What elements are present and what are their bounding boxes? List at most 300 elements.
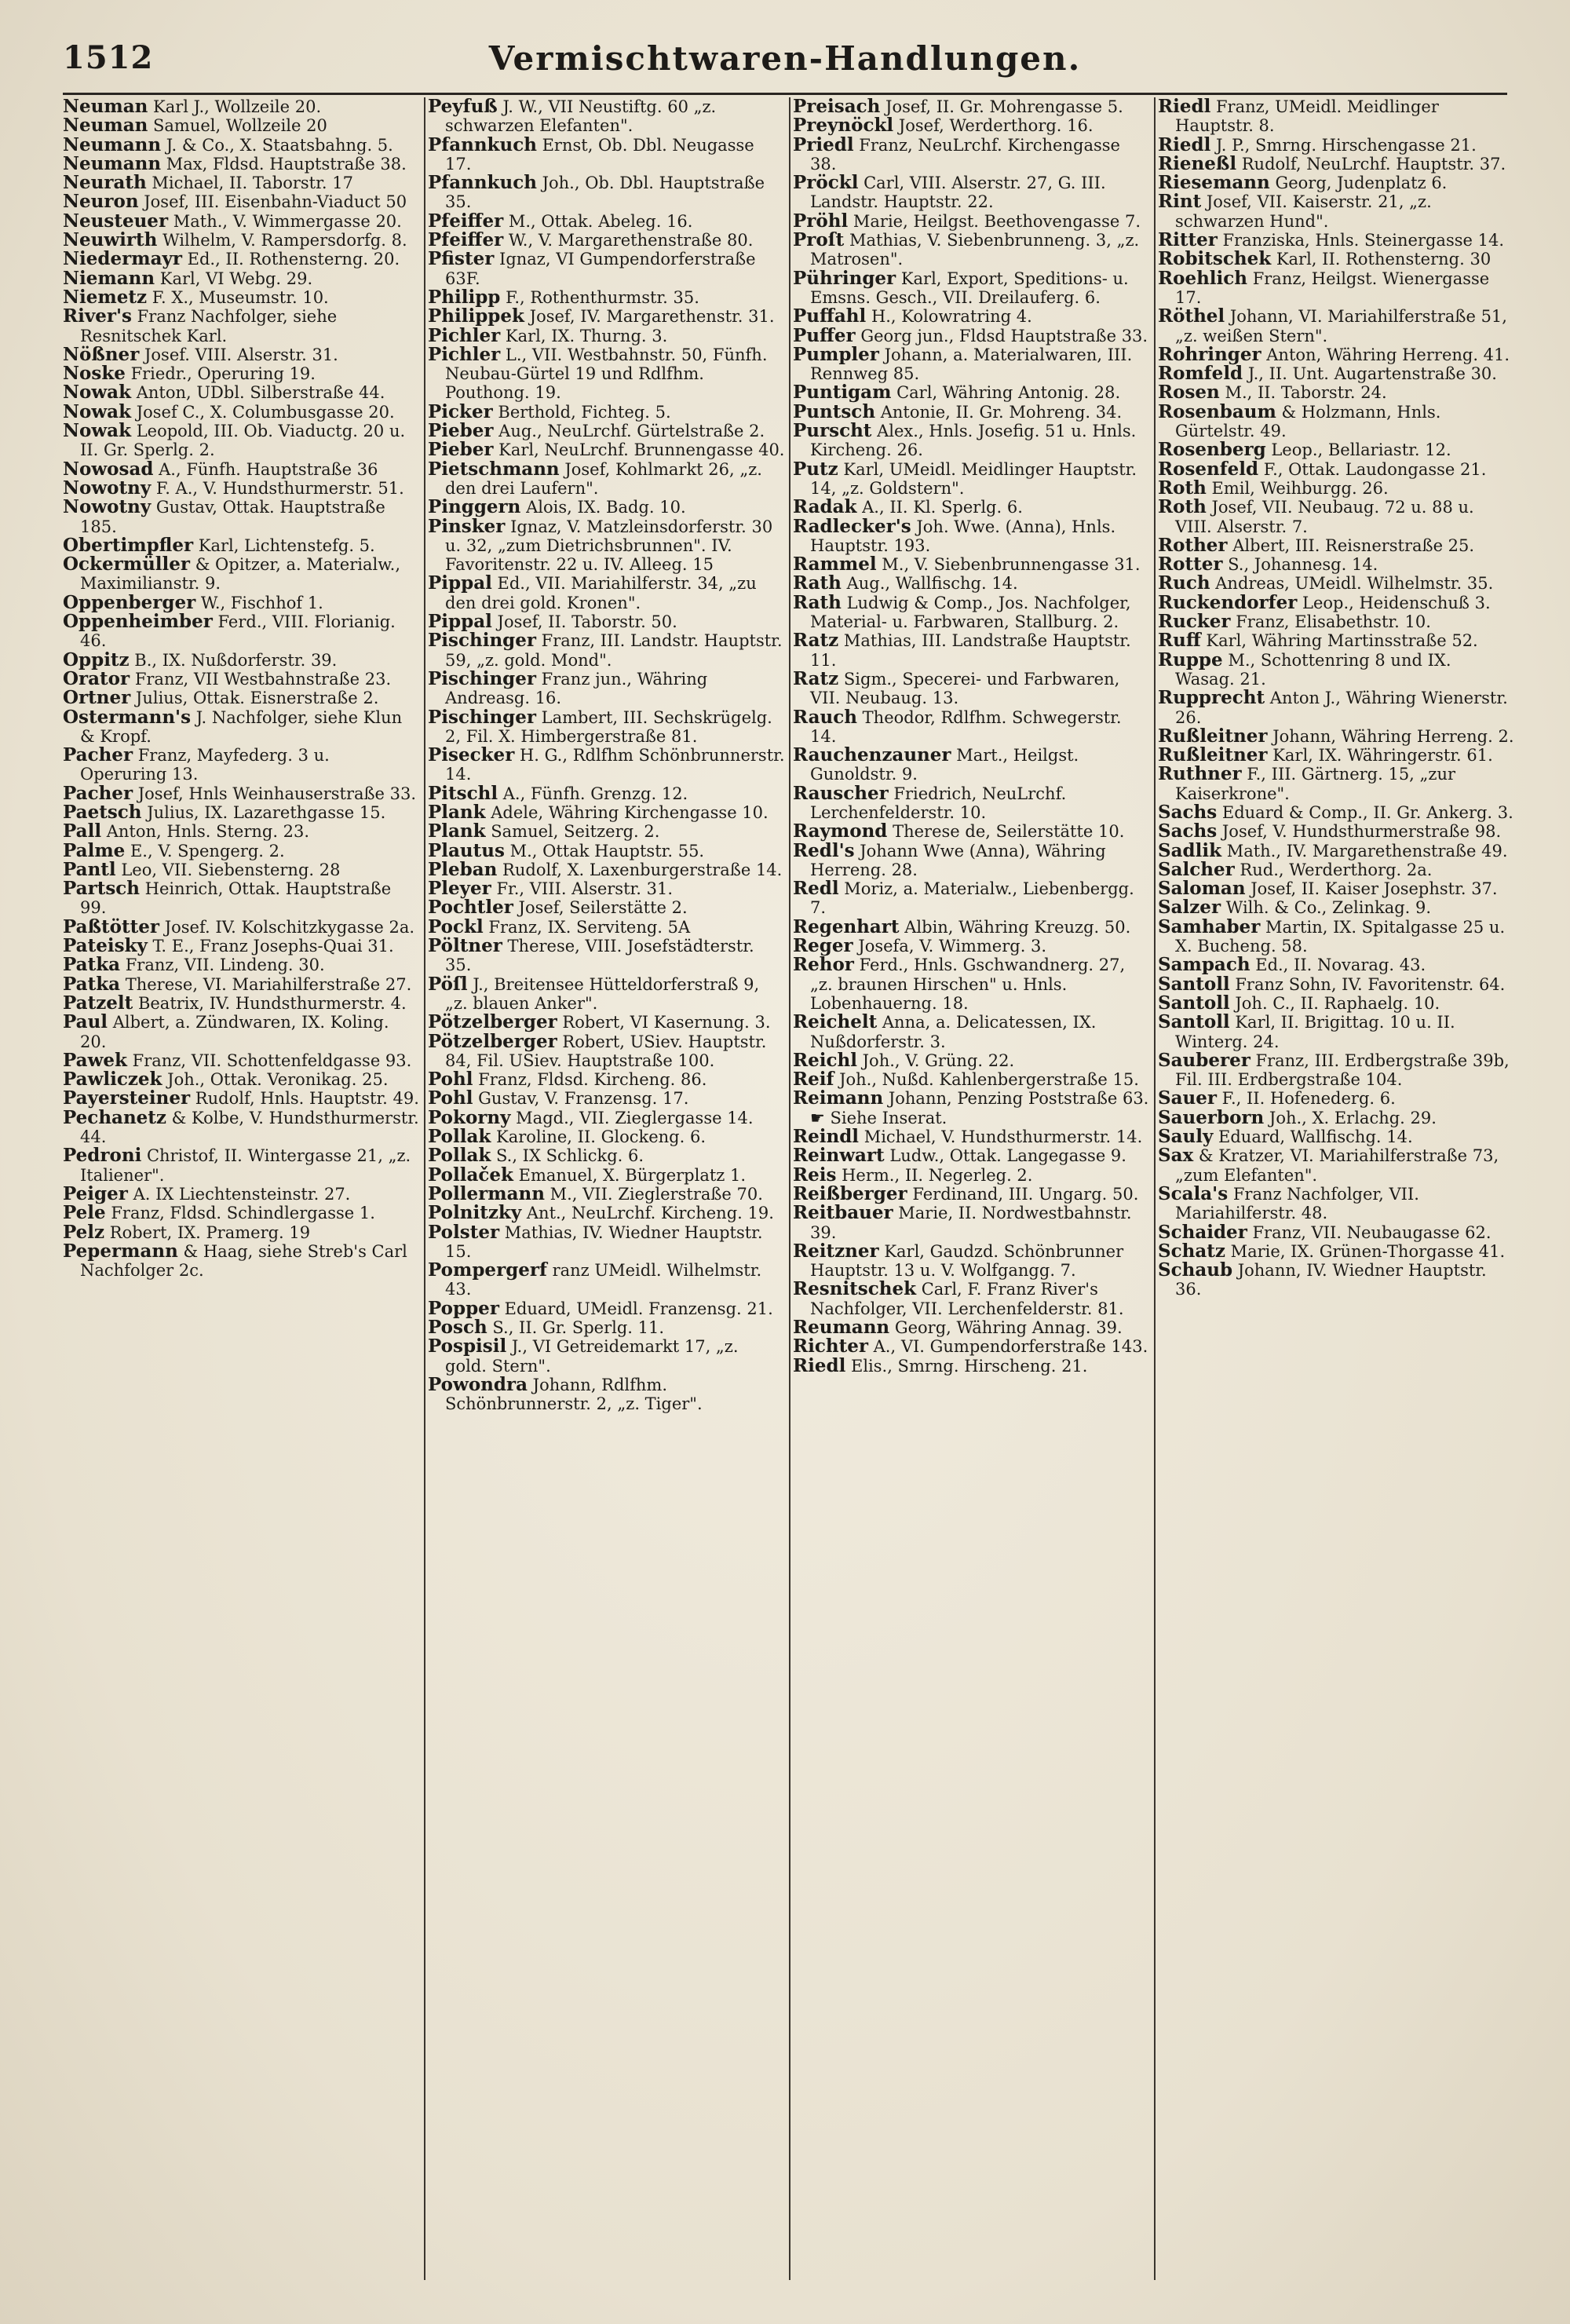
directory-entry — [793, 784, 1150, 823]
directory-entry — [428, 1166, 785, 1185]
entry-name: Röthel — [1158, 305, 1225, 327]
directory-entry — [793, 1204, 1150, 1242]
entry-address: Georg, Währing Annag. 39. — [889, 1318, 1123, 1337]
entry-address: Friedrich, NeuLrchf. Lerchenfelderstr. 10. — [810, 784, 1067, 822]
entry-address: Karl, UMeidl. Meidlinger Hauptstr. 14, „z. Goldstern". — [810, 459, 1137, 498]
entry-name: Priedl — [793, 133, 854, 155]
entry-address: Aug., NeuLrchf. Gürtelstraße 2. — [493, 422, 765, 441]
entry-address: A., VI. Gumpendorferstraße 143. — [867, 1337, 1148, 1357]
entry-name: Reimann — [793, 1087, 884, 1109]
entry-address: Franz, VII. Schottenfeldgasse 93. — [126, 1051, 412, 1070]
entry-address: Albert, a. Zündwaren, IX. Koling. 20. — [80, 1013, 389, 1051]
directory-entry — [793, 212, 1150, 231]
directory-entry — [793, 383, 1150, 402]
entry-name: Pinsker — [428, 515, 506, 537]
entry-address: Samuel, Wollzeile 20 — [148, 116, 327, 136]
directory-entry — [1158, 479, 1515, 498]
entry-address: Leop., Heidenschuß 3. — [1297, 593, 1491, 612]
entry-address: A., Fünfh. Grenzg. 12. — [498, 784, 688, 803]
entry-name: Pollaček — [428, 1164, 513, 1186]
entry-address: Leop., Bellariastr. 12. — [1265, 440, 1451, 460]
entry-address: Carl, F. Franz River's Nachfolger, VII. Lerchenfelderstr. 81. — [810, 1280, 1124, 1318]
directory-entry — [1158, 1242, 1515, 1261]
directory-entry — [1158, 803, 1515, 822]
entry-name: Pichler — [428, 324, 501, 346]
entry-name: Reinwart — [793, 1145, 885, 1167]
entry-address: Ed., VII. Mariahilferstr. 34, „zu den drei gold. Kronen". — [445, 574, 757, 612]
directory-entry — [63, 345, 420, 364]
entry-name: Sauerborn — [1158, 1106, 1265, 1128]
directory-entry — [793, 822, 1150, 841]
entry-name: Pietschmann — [428, 458, 560, 480]
entry-address: Julius, IX. Lazarethgasse 15. — [141, 802, 386, 822]
entry-name: Sachs — [1158, 820, 1218, 842]
directory-entry — [428, 1032, 785, 1071]
entry-address: Alois, IX. Badg. 10. — [520, 498, 686, 517]
entry-name: Pleban — [428, 858, 498, 880]
entry-address: & Kolbe, V. Hundsthurmerstr. 44. — [80, 1108, 419, 1147]
entry-name: Samhaber — [1158, 915, 1261, 937]
directory-entry — [1158, 250, 1515, 269]
entry-address: ranz UMeidl. Wilhelmstr. 43. — [445, 1261, 762, 1299]
entry-address: Karl, VI Webg. 29. — [155, 269, 313, 288]
directory-entry — [428, 803, 785, 822]
entry-name: Redl — [793, 878, 839, 900]
column-3 — [793, 97, 1150, 2280]
entry-address: Gustav, Ottak. Hauptstraße 185. — [80, 498, 385, 536]
directory-entry — [428, 612, 785, 631]
entry-name: Pollermann — [428, 1182, 545, 1204]
directory-entry — [793, 1146, 1150, 1165]
entry-address: Josef, II. Gr. Mohrengasse 5. — [880, 97, 1123, 116]
entry-name: Regenhart — [793, 915, 900, 937]
directory-entry — [63, 174, 420, 192]
directory-entry — [1158, 689, 1515, 727]
directory-entry — [1158, 555, 1515, 574]
entry-address: Franz jun., Währing Andreasg. 16. — [445, 669, 708, 708]
directory-entry — [63, 250, 420, 269]
entry-name: Rint — [1158, 191, 1202, 213]
directory-entry — [428, 133, 785, 174]
entry-name: Nowotny — [63, 496, 152, 518]
entry-address: Franz, Elisabethstr. 10. — [1230, 612, 1431, 632]
entry-name: Reindl — [793, 1126, 860, 1148]
entry-address: Joh., X. Erlachg. 29. — [1264, 1108, 1437, 1127]
entry-address: Carl, Währing Antonig. 28. — [891, 383, 1121, 403]
entry-name: Rußleitner — [1158, 725, 1268, 747]
directory-entry — [1158, 231, 1515, 250]
directory-entry — [63, 915, 420, 937]
entry-address: H., Kolowratring 4. — [866, 307, 1032, 327]
entry-name: Nowosad — [63, 458, 154, 480]
entry-address: Josef, Werderthorg. 16. — [893, 116, 1094, 136]
entry-name: Polster — [428, 1221, 500, 1243]
directory-entry — [1158, 1146, 1515, 1185]
directory-entry — [793, 667, 1150, 708]
entry-name: Rath — [793, 572, 842, 594]
entry-address: Robert, USiev. Hauptstr. 84, Fil. USiev. Hauptstraße 100. — [445, 1032, 767, 1070]
entry-address: Adele, Währing Kirchengasse 10. — [485, 802, 769, 822]
entry-address: Josef. VIII. Alserstr. 31. — [139, 345, 338, 364]
directory-entry — [793, 1354, 1150, 1376]
directory-entry — [63, 651, 420, 670]
page-number: 1512 — [63, 39, 154, 76]
directory-entry — [63, 116, 420, 135]
entry-address: Franz, Mayfederg. 3 u. Operuring 13. — [80, 746, 330, 784]
directory-entry — [428, 898, 785, 917]
directory-entry — [1158, 879, 1515, 898]
entry-name: Pischinger — [428, 706, 536, 728]
entry-name: Oppenberger — [63, 591, 196, 613]
directory-entry — [63, 498, 420, 536]
directory-entry — [63, 689, 420, 707]
entry-name: Pawliczek — [63, 1069, 162, 1091]
directory-entry — [63, 746, 420, 784]
entry-name: Preynöckl — [793, 115, 894, 137]
directory-entry — [63, 536, 420, 555]
entry-name: Santoll — [1158, 973, 1230, 995]
entry-address: Georg jun., Fldsd Hauptstraße 33. — [855, 326, 1148, 345]
entry-name: Radlecker's — [793, 515, 911, 537]
entry-name: Pfeiffer — [428, 210, 504, 232]
entry-address: J., VI Getreidemarkt 17, „z. gold. Stern". — [445, 1337, 739, 1376]
directory-entry — [1158, 440, 1515, 459]
directory-entry — [1158, 591, 1515, 613]
entry-address: Eduard, Wallfischg. 14. — [1213, 1127, 1413, 1147]
entry-name: Reitbauer — [793, 1202, 893, 1224]
entry-address: Josef, VII. Neubaug. 72 u. 88 u. VIII. Alserstr. 7. — [1175, 498, 1474, 536]
entry-name: Philipp — [428, 286, 501, 308]
directory-entry — [1158, 612, 1515, 631]
directory-entry — [428, 324, 785, 346]
directory-entry — [63, 1106, 420, 1147]
entry-address: Josefa, V. Wimmerg. 3. — [853, 937, 1047, 956]
entry-address: Ferdinand, III. Ungarg. 50. — [907, 1184, 1139, 1204]
entry-name: Redl's — [793, 839, 855, 861]
directory-entry — [1158, 536, 1515, 555]
entry-address: Albin, Währing Kreuzg. 50. — [899, 917, 1131, 937]
directory-entry — [1158, 345, 1515, 364]
entry-address: Aug., Wallfischg. 14. — [841, 574, 1018, 594]
entry-name: Reißberger — [793, 1182, 907, 1204]
entry-address: Herm., II. Negerleg. 2. — [836, 1165, 1033, 1185]
entry-name: Pateisky — [63, 935, 148, 957]
entry-address: W., V. Margarethenstraße 80. — [503, 231, 754, 250]
entry-name: Richter — [793, 1336, 868, 1357]
directory-entry — [63, 422, 420, 460]
entry-address: Josef, Seilerstätte 2. — [513, 898, 688, 918]
entry-name: Salcher — [1158, 858, 1235, 880]
entry-name: Sauberer — [1158, 1049, 1251, 1071]
entry-address: Michael, V. Hundsthurmerstr. 14. — [859, 1127, 1143, 1147]
entry-address: J. W., VII Neustiftg. 60 „z. schwarzen Elefanten". — [445, 97, 717, 136]
entry-name: Paul — [63, 1011, 108, 1033]
entry-address: Wilh. & Co., Zelinkag. 9. — [1221, 898, 1432, 918]
directory-entry — [793, 1182, 1150, 1204]
entry-name: Neuwirth — [63, 229, 158, 251]
directory-entry — [1158, 631, 1515, 650]
entry-name: Nowotny — [63, 477, 152, 499]
directory-entry — [1158, 192, 1515, 231]
directory-entry — [63, 784, 420, 803]
entry-address: Franz, VII. Lindeng. 30. — [120, 956, 325, 975]
entry-name: Patka — [63, 954, 121, 976]
directory-entry — [793, 555, 1150, 574]
entry-address: A., II. Kl. Sperlg. 6. — [856, 498, 1023, 517]
entry-address: Franziska, Hnls. Steinergasse 14. — [1217, 231, 1505, 250]
directory-entry — [428, 975, 785, 1014]
entry-address: Franz, NeuLrchf. Kirchengasse 38. — [810, 135, 1120, 174]
entry-name: Puffahl — [793, 305, 867, 327]
entry-name: Pieber — [428, 439, 494, 461]
directory-entry — [428, 1223, 785, 1262]
entry-name: Pompergerf — [428, 1259, 547, 1281]
entry-name: Pall — [63, 820, 102, 842]
entry-address: Franz, Fldsd. Schindlergasse 1. — [105, 1204, 375, 1223]
entry-name: Resnitschek — [793, 1278, 917, 1300]
directory-entry — [793, 937, 1150, 956]
entry-name: Ruch — [1158, 572, 1210, 594]
entry-name: Reumann — [793, 1317, 890, 1338]
entry-address: J. & Co., X. Staatsbahng. 5. — [161, 135, 393, 155]
entry-address: Anton, Hnls. Sterng. 23. — [101, 822, 310, 842]
entry-name: Puntsch — [793, 400, 876, 422]
directory-entry — [1158, 1106, 1515, 1128]
directory-entry — [63, 364, 420, 383]
entry-name: Pfister — [428, 248, 495, 270]
entry-address: W., Fischhof 1. — [195, 593, 323, 612]
directory-entry — [428, 1182, 785, 1204]
directory-entry — [428, 174, 785, 212]
directory-entry — [793, 1013, 1150, 1051]
entry-address: Johann, Rdlfhm. Schönbrunnerstr. 2, „z. Tiger". — [445, 1375, 703, 1414]
entry-address: Leo, VII. Siebensterng. 28 — [115, 860, 341, 879]
entry-name: Picker — [428, 400, 493, 422]
entry-name: Plautus — [428, 839, 505, 861]
entry-address: Eduard, UMeidl. Franzensg. 21. — [498, 1299, 773, 1318]
directory-entry — [428, 839, 785, 861]
entry-name: Reis — [793, 1164, 837, 1186]
entry-name: Sauer — [1158, 1087, 1217, 1109]
entry-name: Ruff — [1158, 630, 1201, 652]
directory-entry — [1158, 1223, 1515, 1242]
directory-entry — [63, 460, 420, 479]
entry-name: Pfannkuch — [428, 172, 537, 194]
entry-address: & Haag, siehe Streb's Carl Nachfolger 2c. — [80, 1241, 407, 1281]
entry-address: A., Fünfh. Hauptstraße 36 — [153, 459, 378, 479]
directory-entry — [1158, 269, 1515, 308]
entry-name: Pöltner — [428, 935, 502, 957]
entry-name: Neusteuer — [63, 210, 169, 232]
directory-entry — [63, 307, 420, 345]
entry-address: Josef, II. Taborstr. 50. — [491, 612, 677, 632]
entry-name: Neumann — [63, 133, 162, 155]
entry-name: Niedermayr — [63, 248, 182, 270]
entry-name: Pröhl — [793, 210, 849, 232]
entry-name: Schatz — [1158, 1240, 1225, 1262]
entry-name: Reitzner — [793, 1240, 879, 1262]
entry-address: B., IX. Nußdorferstr. 39. — [129, 650, 338, 670]
directory-entry — [1158, 822, 1515, 841]
entry-name: Peiger — [63, 1182, 128, 1204]
entry-address: Robert, IX. Pramerg. 19 — [104, 1222, 311, 1242]
entry-name: Obertimpfler — [63, 534, 194, 556]
directory-entry — [793, 631, 1150, 670]
entry-address: Albert, III. Reisnerstraße 25. — [1227, 535, 1475, 555]
directory-entry — [428, 250, 785, 288]
directory-entry — [1158, 839, 1515, 861]
entry-address: Ferd., Hnls. Gschwandnerg. 27, „z. braunen Hirschen" u. Hnls. Lobenhauerng. 18. — [810, 956, 1126, 1013]
entry-name: Romfeld — [1158, 363, 1243, 385]
entry-name: Pepermann — [63, 1240, 178, 1262]
entry-address: F., Rothenthurmstr. 35. — [500, 287, 699, 307]
entry-name: Oppenheimber — [63, 611, 213, 633]
entry-name: Paßtötter — [63, 915, 160, 937]
directory-entry — [1158, 915, 1515, 956]
directory-entry — [428, 212, 785, 231]
directory-entry — [428, 1204, 785, 1222]
directory-entry — [1158, 1013, 1515, 1051]
entry-name: Posch — [428, 1317, 487, 1338]
entry-name: Paetsch — [63, 801, 142, 823]
entry-name: Rath — [793, 591, 842, 613]
entry-name: Puntigam — [793, 382, 892, 404]
entry-address: Elis., Smrng. Hirscheng. 21. — [845, 1356, 1088, 1376]
entry-address: Ludw., Ottak. Langegasse 9. — [884, 1146, 1126, 1166]
directory-entry — [428, 1261, 785, 1299]
entry-address: Karl, IX. Währingerstr. 61. — [1267, 746, 1493, 766]
entry-address: Moriz, a. Materialw., Liebenbergg. 7. — [810, 879, 1134, 918]
entry-name: Salzer — [1158, 897, 1221, 919]
entry-address: Franz, VII Westbahnstraße 23. — [130, 669, 392, 689]
directory-entry — [63, 956, 420, 974]
entry-name: Ostermann's — [63, 706, 192, 728]
entry-name: Ratz — [793, 630, 839, 652]
entry-address: Ludwig & Comp., Jos. Nachfolger, Material- u. Farbwaren, Stallburg. 2. — [810, 593, 1131, 632]
entry-name: Ritter — [1158, 229, 1218, 251]
entry-address: Christof, II. Wintergasse 21, „z. Italiener". — [80, 1146, 411, 1185]
entry-name: Reichl — [793, 1049, 857, 1071]
entry-address: Alex., Hnls. Josefig. 51 u. Hnls. Kircheng. 26. — [810, 422, 1137, 460]
entry-name: Pinggern — [428, 496, 521, 518]
entry-address: Martin, IX. Spitalgasse 25 u. X. Bucheng. 58. — [1175, 917, 1506, 956]
entry-name: Santoll — [1158, 992, 1230, 1014]
column-divider — [789, 97, 790, 2280]
entry-address: Karl, IX. Thurng. 3. — [500, 326, 668, 345]
directory-entry — [63, 269, 420, 288]
entry-address: Anton J., Währing Wienerstr. 26. — [1175, 689, 1508, 727]
directory-entry — [793, 460, 1150, 499]
entry-address: Ernst, Ob. Dbl. Neugasse 17. — [445, 135, 754, 174]
entry-name: Reichelt — [793, 1011, 878, 1033]
entry-name: Rohringer — [1158, 343, 1261, 365]
directory-entry — [793, 1070, 1150, 1089]
entry-name: Pötzelberger — [428, 1030, 557, 1052]
directory-entry — [63, 839, 420, 861]
directory-entry — [1158, 975, 1515, 994]
entry-name: Sachs — [1158, 801, 1218, 823]
entry-name: Polnitzky — [428, 1202, 522, 1224]
entry-address: F., II. Hofenederg. 6. — [1217, 1089, 1396, 1109]
entry-address: Karl, II. Rothensterng. 30 — [1271, 250, 1492, 269]
directory-entry — [428, 1146, 785, 1165]
entry-address: Franz, Heilgst. Wienergasse 17. — [1175, 269, 1490, 307]
directory-entry — [428, 915, 785, 937]
entry-address: Anna, a. Delicatessen, IX. Nußdorferstr. 3. — [810, 1013, 1097, 1051]
entry-name: Nowak — [63, 400, 132, 422]
directory-entry — [793, 1166, 1150, 1185]
entry-address: Georg, Judenplatz 6. — [1269, 174, 1448, 193]
directory-entry — [63, 1146, 420, 1185]
entry-name: Rosenberg — [1158, 439, 1266, 461]
entry-address: Therese, VIII. Josefstädterstr. 35. — [445, 937, 754, 975]
directory-entry — [1158, 307, 1515, 345]
entry-address: J. Nachfolger, siehe Klun & Kropf. — [80, 707, 403, 746]
entry-address: Mart., Heilgst. Gunoldstr. 9. — [810, 746, 1079, 784]
entry-address: & Kratzer, VI. Mariahilferstraße 73, „zum Elefanten". — [1175, 1146, 1499, 1185]
entry-address: Ed., II. Novarag. 43. — [1250, 956, 1426, 975]
entry-address: Sigm., Specerei- und Farbwaren, VII. Neubaug. 13. — [810, 669, 1120, 708]
entry-name: Pollak — [428, 1145, 491, 1167]
directory-entry — [63, 555, 420, 594]
entry-name: Schaub — [1158, 1259, 1233, 1281]
entry-address: Joh. Wwe. (Anna), Hnls. Hauptstr. 193. — [810, 517, 1116, 555]
entry-name: Pippal — [428, 572, 492, 594]
page-header — [63, 39, 1507, 86]
entry-address: Marie, II. Nordwestbahnstr. 39. — [810, 1204, 1132, 1242]
directory-entry — [1158, 746, 1515, 765]
directory-entry — [1158, 858, 1515, 880]
entry-name: Pohl — [428, 1069, 473, 1091]
entry-name: Reif — [793, 1069, 834, 1091]
directory-entry — [428, 422, 785, 440]
entry-address: J. P., Smrng. Hirschengasse 21. — [1210, 135, 1477, 155]
directory-entry — [1158, 133, 1515, 155]
directory-entry — [793, 97, 1150, 116]
entry-address: Franz, III. Erdbergstraße 39b, Fil. III. Erdbergstraße 104. — [1175, 1051, 1510, 1090]
entry-address: Anton, UDbl. Silberstraße 44. — [131, 383, 385, 403]
entry-address: S., II. Gr. Sperlg. 11. — [487, 1318, 665, 1337]
entry-name: Roehlich — [1158, 267, 1248, 289]
entry-address: Josef, III. Eisenbahn-Viaduct 50 — [138, 192, 407, 212]
entry-name: Ratz — [793, 667, 839, 689]
directory-entry — [1158, 994, 1515, 1013]
entry-name: Pumpler — [793, 343, 879, 365]
directory-entry — [428, 746, 785, 784]
entry-address: Josef, II. Kaiser Josephstr. 37. — [1245, 879, 1498, 899]
directory-entry — [793, 116, 1150, 135]
entry-name: Rotter — [1158, 554, 1223, 576]
directory-entry — [793, 400, 1150, 422]
entry-name: Sadlik — [1158, 839, 1222, 861]
entry-name: Popper — [428, 1297, 499, 1319]
directory-entry — [793, 591, 1150, 632]
entry-name: Pockl — [428, 915, 484, 937]
page-title: Vermischtwaren-Handlungen. — [488, 39, 1082, 78]
entry-address: Mathias, III. Landstraße Hauptstr. 11. — [810, 631, 1131, 670]
entry-address: Josef, Hnls Weinhauserstraße 33. — [133, 784, 417, 803]
entry-name: Powondra — [428, 1373, 528, 1395]
directory-entry — [63, 1242, 420, 1281]
entry-name: Pfannkuch — [428, 133, 537, 155]
entry-name: Roth — [1158, 477, 1207, 499]
column-2 — [428, 97, 785, 2280]
entry-address: F. A., V. Hundsthurmerstr. 51. — [151, 478, 404, 498]
entry-address: Franz, III. Landstr. Hauptstr. 59, „z. gold. Mond". — [445, 631, 783, 670]
directory-entry — [428, 1318, 785, 1337]
directory-entry — [63, 708, 420, 747]
entry-name: Peyfuß — [428, 97, 498, 117]
